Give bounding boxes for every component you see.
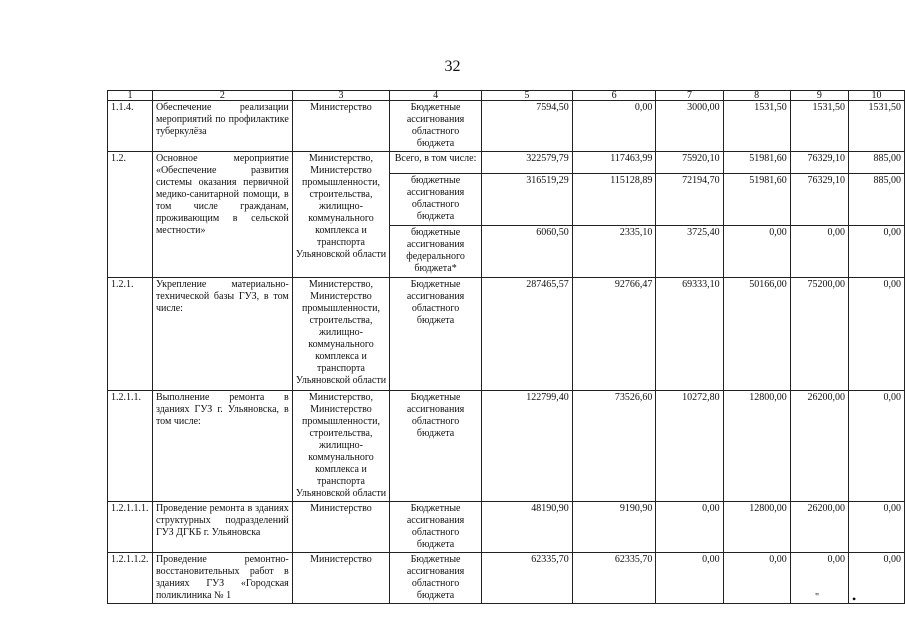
value-cell: 50166,00 bbox=[723, 278, 790, 391]
value-cell: 12800,00 bbox=[723, 391, 790, 502]
value-cell: 0,00 bbox=[849, 553, 905, 604]
row-name: Проведение ремонтно-восстановительных работ в зданиях ГУЗ «Городская поликлиника № 1 bbox=[152, 553, 292, 604]
value-cell: 115128,89 bbox=[572, 174, 656, 226]
table-row bbox=[108, 278, 905, 391]
value-cell: 0,00 bbox=[723, 553, 790, 604]
column-header: 2 bbox=[152, 91, 292, 101]
budget-table bbox=[107, 90, 905, 604]
row-executor: Министерство, Министерство промышленности, строительства, жилищно-коммунального комплекса и транспорта Ульяновской области bbox=[292, 152, 389, 278]
column-header: 7 bbox=[656, 91, 723, 101]
value-cell: 69333,10 bbox=[656, 278, 723, 391]
header-row bbox=[108, 91, 905, 101]
row-executor: Министерство bbox=[292, 553, 389, 604]
row-source: Бюджетные ассигнования областного бюджета bbox=[390, 278, 482, 391]
value-cell: 0,00 bbox=[849, 502, 905, 553]
value-cell: 12800,00 bbox=[723, 502, 790, 553]
value-cell: 73526,60 bbox=[572, 391, 656, 502]
column-header: 5 bbox=[481, 91, 572, 101]
value-cell: 0,00 bbox=[656, 502, 723, 553]
table-row bbox=[108, 101, 905, 152]
row-source: Бюджетные ассигнования областного бюджета bbox=[390, 502, 482, 553]
row-source: Бюджетные ассигнования областного бюджета bbox=[390, 391, 482, 502]
row-name: Укрепление материально-технической базы ГУЗ, в том числе: bbox=[152, 278, 292, 391]
row-name: Проведение ремонта в зданиях структурных подразделений ГУЗ ДГКБ г. Ульяновска bbox=[152, 502, 292, 553]
row-code: 1.1.4. bbox=[108, 101, 153, 152]
value-cell: 3725,40 bbox=[656, 226, 723, 278]
column-header: 10 bbox=[849, 91, 905, 101]
value-cell: 322579,79 bbox=[481, 152, 572, 174]
row-source: бюджетные ассигнования федерального бюджета* bbox=[390, 226, 482, 278]
row-name: Обеспечение реализации мероприятий по профилактике туберкулёза bbox=[152, 101, 292, 152]
row-executor: Министерство, Министерство промышленности, строительства, жилищно-коммунального комплекса и транспорта Ульяновской области bbox=[292, 278, 389, 391]
value-cell: 75920,10 bbox=[656, 152, 723, 174]
value-cell: 48190,90 bbox=[481, 502, 572, 553]
value-cell: 51981,60 bbox=[723, 152, 790, 174]
value-cell: 26200,00 bbox=[790, 502, 848, 553]
value-cell: 0,00 bbox=[572, 101, 656, 152]
value-cell: 6060,50 bbox=[481, 226, 572, 278]
scan-mark: " bbox=[815, 592, 820, 603]
value-cell: 0,00 bbox=[849, 278, 905, 391]
value-cell: 72194,70 bbox=[656, 174, 723, 226]
row-source: Всего, в том числе: bbox=[390, 152, 482, 174]
row-code: 1.2.1.1.1. bbox=[108, 502, 153, 553]
column-header: 3 bbox=[292, 91, 389, 101]
row-name: Основное мероприятие «Обеспечение развития системы оказания первичной медико-санитарной помощи, в том числе гражданам, проживающим в сельской местности» bbox=[152, 152, 292, 278]
value-cell: 62335,70 bbox=[572, 553, 656, 604]
row-code: 1.2.1.1. bbox=[108, 391, 153, 502]
column-header: 9 bbox=[790, 91, 848, 101]
scan-dot: • bbox=[852, 592, 857, 606]
table-row bbox=[108, 553, 905, 604]
row-code: 1.2.1. bbox=[108, 278, 153, 391]
row-executor: Министерство bbox=[292, 502, 389, 553]
value-cell: 1531,50 bbox=[723, 101, 790, 152]
value-cell: 287465,57 bbox=[481, 278, 572, 391]
row-executor: Министерство bbox=[292, 101, 389, 152]
value-cell: 0,00 bbox=[790, 226, 848, 278]
value-cell: 51981,60 bbox=[723, 174, 790, 226]
value-cell: 885,00 bbox=[849, 152, 905, 174]
row-source: Бюджетные ассигнования областного бюджета bbox=[390, 553, 482, 604]
value-cell: 75200,00 bbox=[790, 278, 848, 391]
value-cell: 0,00 bbox=[790, 553, 848, 604]
column-header: 6 bbox=[572, 91, 656, 101]
value-cell: 0,00 bbox=[656, 553, 723, 604]
value-cell: 0,00 bbox=[723, 226, 790, 278]
column-header: 4 bbox=[390, 91, 482, 101]
value-cell: 122799,40 bbox=[481, 391, 572, 502]
value-cell: 7594,50 bbox=[481, 101, 572, 152]
row-source: бюджетные ассигнования областного бюджета bbox=[390, 174, 482, 226]
table-row bbox=[108, 391, 905, 502]
row-code: 1.2.1.1.2. bbox=[108, 553, 153, 604]
value-cell: 62335,70 bbox=[481, 553, 572, 604]
value-cell: 9190,90 bbox=[572, 502, 656, 553]
value-cell: 0,00 bbox=[849, 226, 905, 278]
value-cell: 10272,80 bbox=[656, 391, 723, 502]
row-executor: Министерство, Министерство промышленности, строительства, жилищно-коммунального комплекса и транспорта Ульяновской области bbox=[292, 391, 389, 502]
value-cell: 76329,10 bbox=[790, 174, 848, 226]
value-cell: 1531,50 bbox=[790, 101, 848, 152]
value-cell: 3000,00 bbox=[656, 101, 723, 152]
row-code: 1.2. bbox=[108, 152, 153, 278]
column-header: 8 bbox=[723, 91, 790, 101]
value-cell: 92766,47 bbox=[572, 278, 656, 391]
column-header: 1 bbox=[108, 91, 153, 101]
value-cell: 1531,50 bbox=[849, 101, 905, 152]
value-cell: 0,00 bbox=[849, 391, 905, 502]
page-number: 32 bbox=[444, 58, 461, 75]
row-name: Выполнение ремонта в зданиях ГУЗ г. Ульяновска, в том числе: bbox=[152, 391, 292, 502]
value-cell: 885,00 bbox=[849, 174, 905, 226]
row-source: Бюджетные ассигнования областного бюджета bbox=[390, 101, 482, 152]
table-row bbox=[108, 152, 905, 174]
value-cell: 26200,00 bbox=[790, 391, 848, 502]
value-cell: 2335,10 bbox=[572, 226, 656, 278]
table-row bbox=[108, 502, 905, 553]
value-cell: 76329,10 bbox=[790, 152, 848, 174]
value-cell: 117463,99 bbox=[572, 152, 656, 174]
value-cell: 316519,29 bbox=[481, 174, 572, 226]
